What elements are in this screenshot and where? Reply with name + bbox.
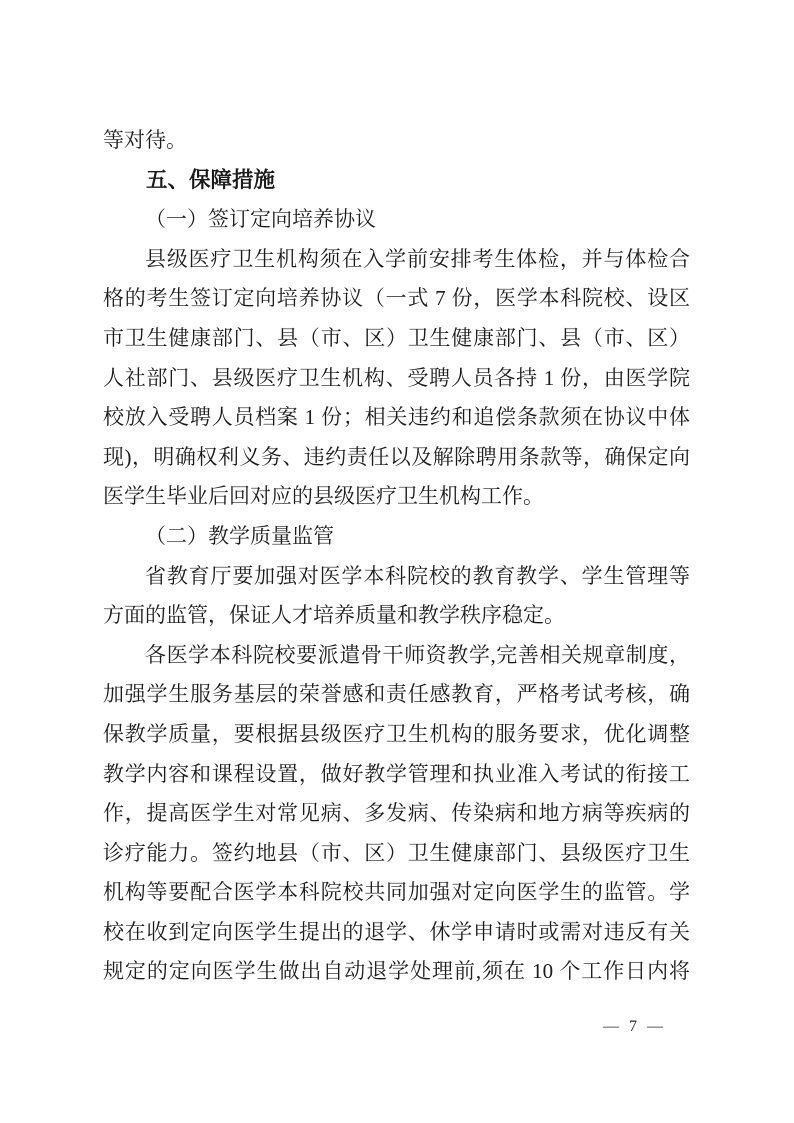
section-heading: 五、保障措施 — [146, 167, 276, 192]
text-line: 方面的监管，保证人才培养质量和教学秩序稳定。 — [103, 603, 565, 628]
text-line: 校放入受聘人员档案 1 份；相关违约和追偿条款须在协议中体 — [103, 405, 690, 430]
text-line: 校在收到定向医学生提出的退学、休学申请时或需对违反有关 — [103, 919, 690, 944]
text-line: 规定的定向医学生做出自动退学处理前,须在 10 个工作日内将 — [103, 959, 690, 984]
subsection-heading: （二）教学质量监管 — [145, 523, 334, 548]
text-line: 等对待。 — [103, 128, 187, 152]
text-line: 市卫生健康部门、县（市、区）卫生健康部门、县（市、区） — [103, 325, 690, 350]
page-number: — 7 — — [603, 1018, 666, 1035]
text-line: 人社部门、县级医疗卫生机构、受聘人员各持 1 份，由医学院 — [103, 365, 690, 390]
text-line: 诊疗能力。签约地县（市、区）卫生健康部门、县级医疗卫生 — [103, 840, 690, 865]
text-line: 格的考生签订定向培养协议（一式 7 份，医学本科院校、设区 — [103, 286, 690, 311]
text-line: 作，提高医学生对常见病、多发病、传染病和地方病等疾病的 — [103, 801, 690, 826]
text-line: 机构等要配合医学本科院校共同加强对定向医学生的监管。学 — [103, 880, 690, 905]
text-line: 加强学生服务基层的荣誉感和责任感教育，严格考试考核，确 — [103, 682, 690, 707]
subsection-heading: （一）签订定向培养协议 — [145, 207, 376, 232]
text-line: 省教育厅要加强对医学本科院校的教育教学、学生管理等 — [145, 563, 690, 588]
text-line: 各医学本科院校要派遣骨干师资教学,完善相关规章制度， — [145, 642, 690, 667]
document-body — [103, 121, 690, 992]
text-line: 县级医疗卫生机构须在入学前安排考生体检，并与体检合 — [145, 246, 690, 271]
text-line: 教学内容和课程设置，做好教学管理和执业准入考试的衔接工 — [103, 761, 690, 786]
text-line: 医学生毕业后回对应的县级医疗卫生机构工作。 — [103, 484, 544, 509]
text-line: 现)，明确权利义务、违约责任以及解除聘用条款等，确保定向 — [103, 444, 690, 469]
text-line: 保教学质量，要根据县级医疗卫生机构的服务要求，优化调整 — [103, 721, 690, 746]
